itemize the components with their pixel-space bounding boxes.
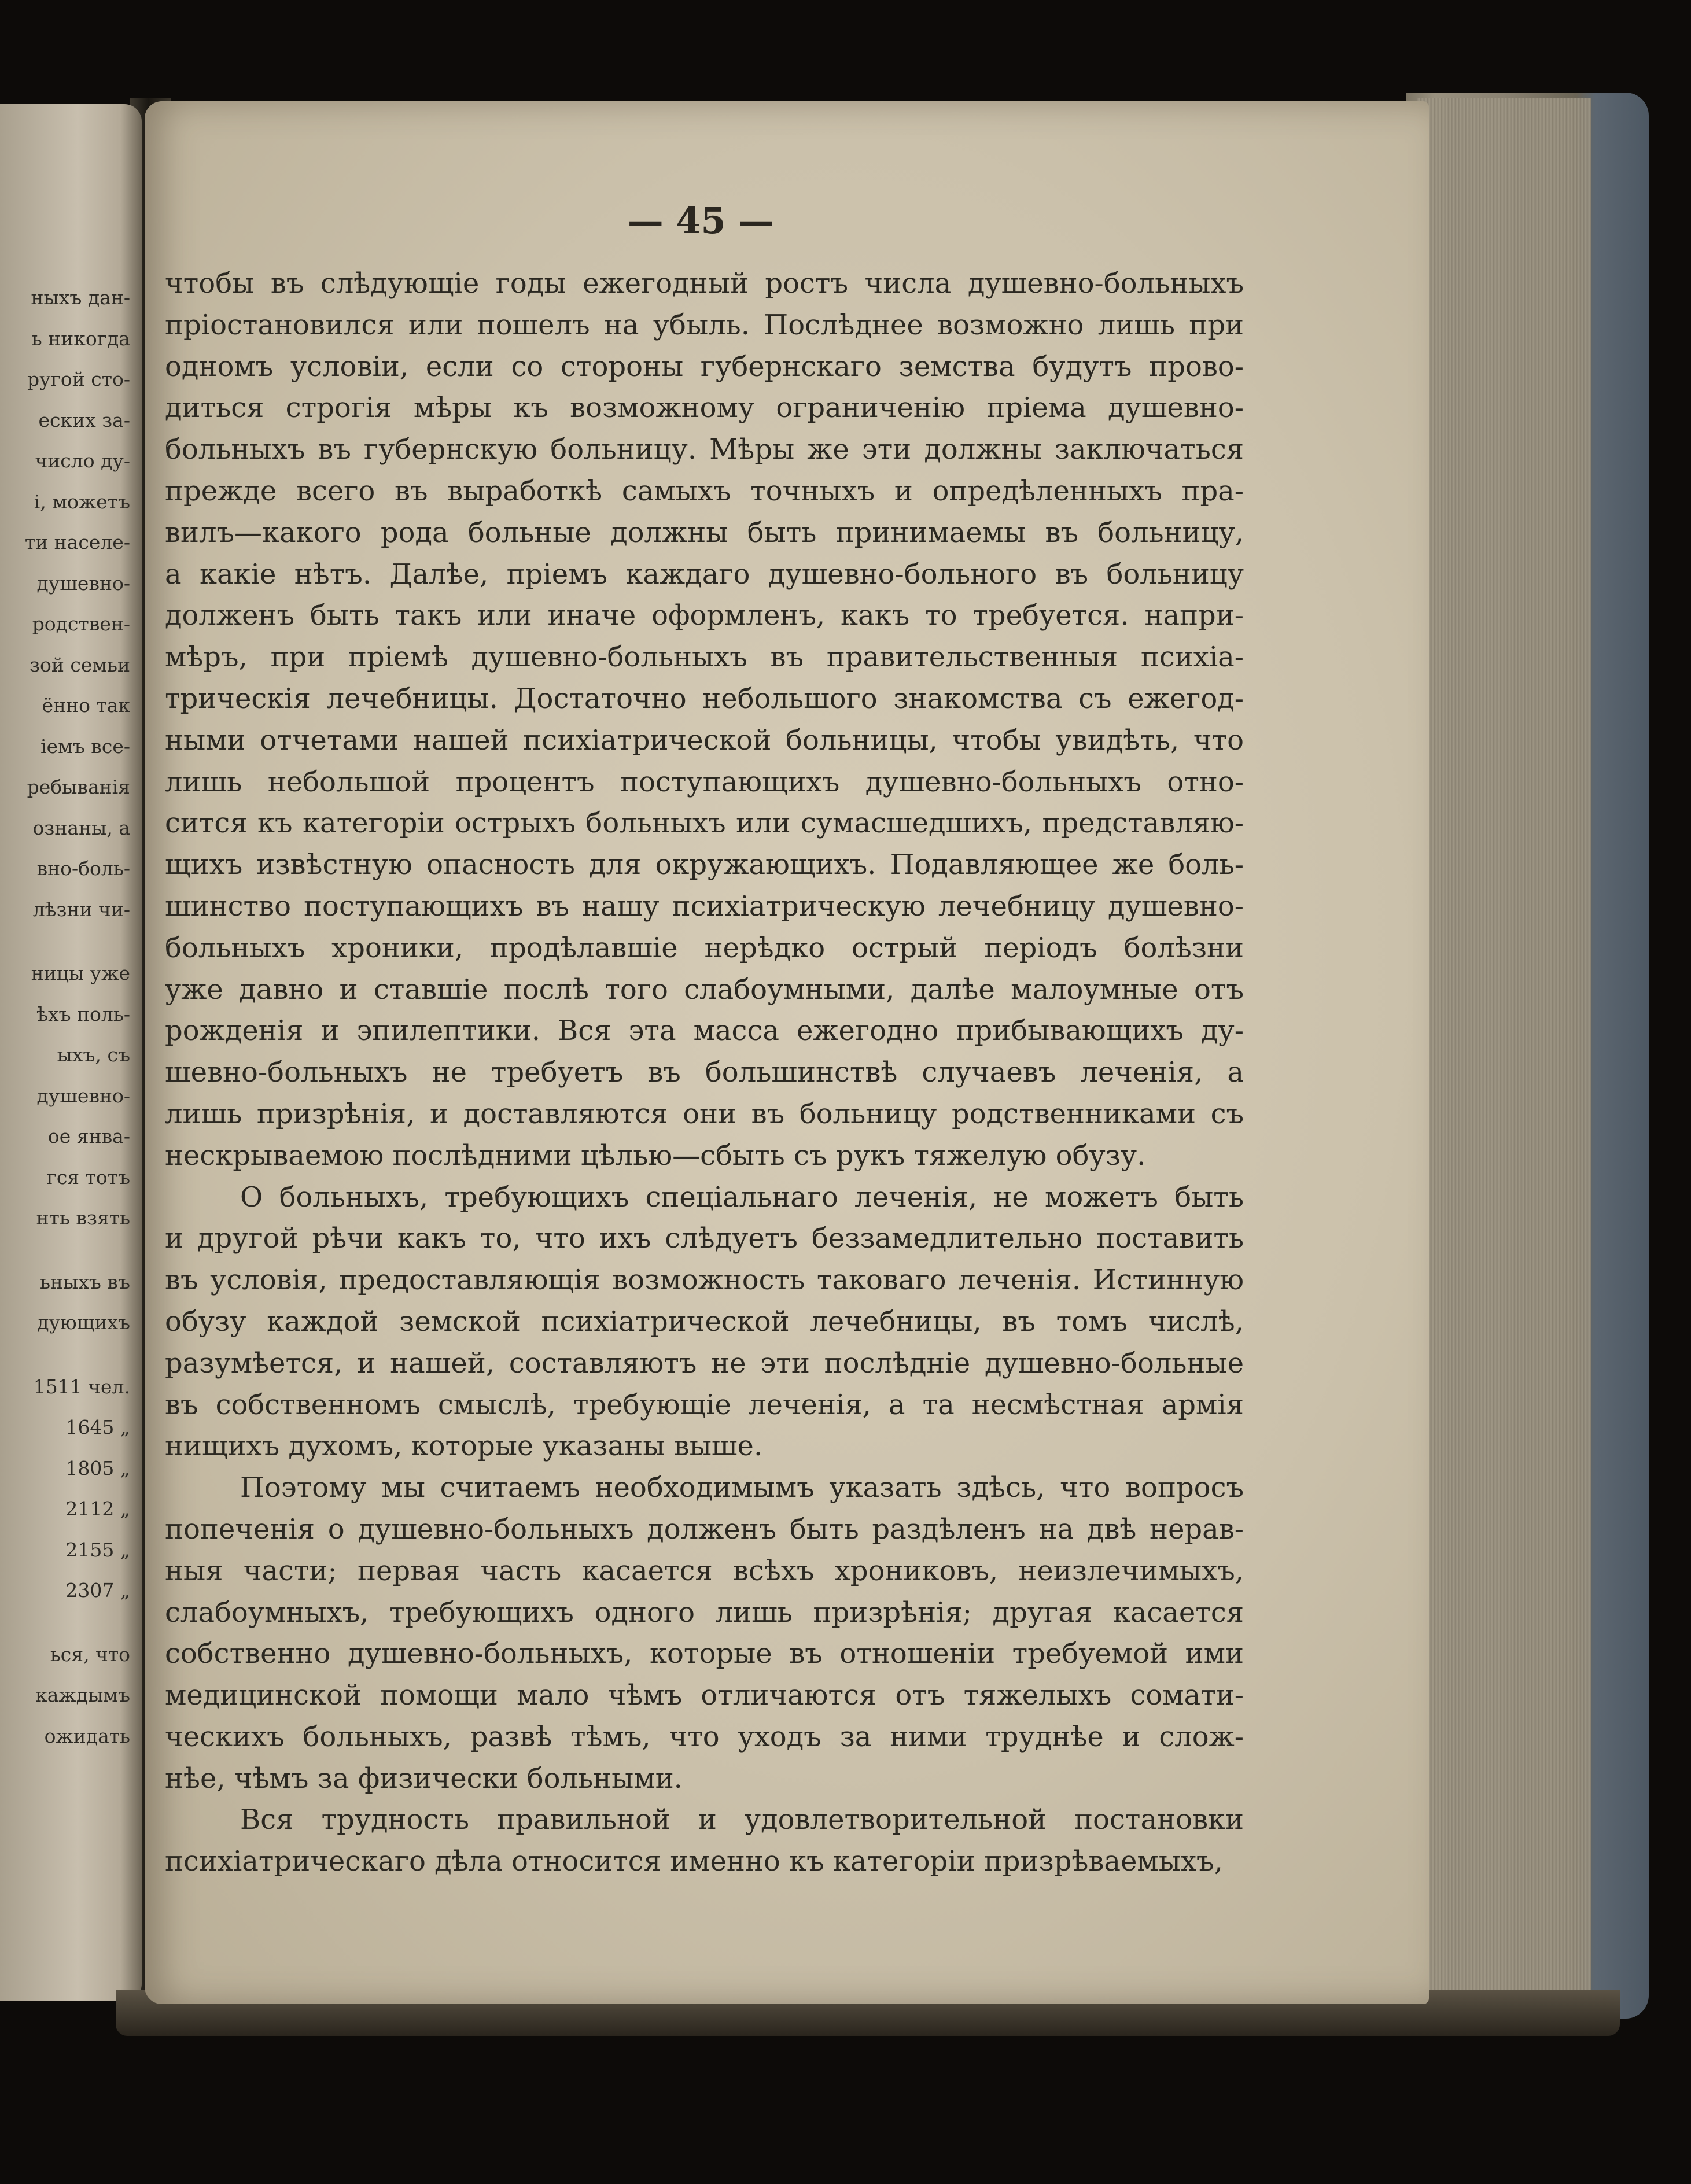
left-page-text [0,278,142,1757]
text-line: нищихъ духомъ, которые указаны выше. [165,1430,763,1463]
left-page-line: вно-боль- [36,857,130,880]
text-line: уже давно и ставшіе послѣ того слабоумными, далѣе малоумные отъ [165,973,1244,1006]
text-line: прежде всего въ выработкѣ самыхъ точныхъ и опредѣленныхъ пра- [165,474,1244,507]
left-page-line: ребыванія [27,776,130,798]
text-line: въ условія, предоставляющія возможность таковаго леченія. Истинную [165,1264,1244,1297]
left-page-line [0,1344,130,1367]
body-text [165,263,1244,1883]
text-line: ныя части; первая часть касается всѣхъ хрониковъ, неизлечимыхъ, [165,1554,1244,1587]
left-page-line: 2155 „ [65,1538,130,1561]
text-line: обузу каждой земской психіатрической лечебницы, въ томъ числѣ, [165,1305,1244,1338]
left-page-line: 1645 „ [65,1416,130,1438]
left-page-line: дующихъ [37,1311,130,1334]
left-facing-page [0,104,142,2001]
text-line: а какіе нѣтъ. Далѣе, пріемъ каждаго душевно-больного въ больницу [165,558,1244,591]
left-page-line: іемъ все- [40,735,130,758]
left-page-line: зой семьи [30,653,130,676]
page-stack-edge [1417,98,1591,2007]
text-line: больныхъ хроники, продѣлавшіе нерѣдко острый періодъ болѣзни [165,931,1244,964]
text-line: О больныхъ, требующихъ спеціальнаго леченія, не можетъ быть [240,1180,1244,1213]
text-line: рожденія и эпилептики. Вся эта масса ежегодно прибывающихъ ду- [165,1014,1244,1047]
left-page-line: ься, что [50,1643,130,1666]
text-line: психіатрическаго дѣла относится именно къ категоріи призрѣваемыхъ, [165,1845,1223,1878]
left-page-line: ыхъ, съ [57,1043,130,1066]
text-line: собственно душевно-больныхъ, которые въ отношеніи требуемой ими [165,1637,1244,1670]
left-page-line: ругой сто- [27,368,130,390]
left-page-line: ое янва- [47,1125,130,1148]
text-line: разумѣется, и нашей, составляютъ не эти послѣдніе душевно-больные [165,1346,1244,1379]
text-line: щихъ извѣстную опасность для окружающихъ. Подавляющее же боль- [165,848,1244,881]
left-page-line: 2307 „ [65,1579,130,1602]
left-page-line: ьныхъ въ [40,1270,130,1293]
paragraph [165,263,1244,1177]
left-page-line: ожидать [44,1724,130,1747]
left-page-line: 1511 чел. [33,1375,130,1398]
text-line: слабоумныхъ, требующихъ одного лишь призрѣнія; другая касается [165,1596,1244,1629]
text-line: нѣе, чѣмъ за физически больными. [165,1762,683,1795]
text-line: Вся трудность правильной и удовлетворительной постановки [240,1803,1244,1836]
paragraph [165,1799,1244,1883]
left-page-line: число ду- [35,449,130,472]
paragraph [165,1467,1244,1799]
text-line: лишь небольшой процентъ поступающихъ душевно-больныхъ отно- [165,765,1244,798]
text-line: чтобы въ слѣдующіе годы ежегодный ростъ числа душевно-больныхъ [165,267,1244,300]
text-line: мѣръ, при пріемѣ душевно-больныхъ въ правительственныя психіа- [165,641,1244,674]
paragraph [165,1177,1244,1468]
left-page-line: душевно- [36,1084,130,1107]
text-line: сится къ категоріи острыхъ больныхъ или сумасшедшихъ, представляю- [165,807,1244,840]
left-page-line: 1805 „ [65,1456,130,1480]
text-line: нескрываемою послѣдними цѣлью—сбыть съ рукъ тяжелую обузу. [165,1139,1146,1172]
left-page-line [0,1239,130,1262]
text-line: долженъ быть такъ или иначе оформленъ, какъ то требуется. напри- [165,599,1244,632]
left-page-line: лѣзни чи- [32,898,130,921]
left-page-line [0,930,130,953]
text-line: больныхъ въ губернскую больницу. Мѣры же эти должны заключаться [165,433,1244,466]
left-page-line: гся тотъ [46,1165,130,1189]
text-line: одномъ условіи, если со стороны губернскаго земства будутъ прово- [165,350,1244,383]
left-page-line: ѣхъ поль- [36,1002,130,1025]
text-line: шинство поступающихъ въ нашу психіатрическую лечебницу душевно- [165,890,1244,923]
text-line: и другой рѣчи какъ то, что ихъ слѣдуетъ беззамедлительно поставить [165,1222,1244,1255]
left-page-line: ныхъ дан- [31,286,130,309]
page-number: — 45 — [627,200,775,242]
left-page-line [0,1611,130,1635]
left-page-line: і, можетъ [34,490,130,513]
left-page-line: ти населе- [24,531,130,554]
left-page-line: еских за- [38,408,130,431]
text-line: трическія лечебницы. Достаточно небольшого знакомства съ ежегод- [165,682,1244,715]
text-line: медицинской помощи мало чѣмъ отличаются отъ тяжелыхъ сомати- [165,1679,1244,1712]
left-page-line: каждымъ [35,1684,130,1706]
text-line: лишь призрѣнія, и доставляются они въ больницу родственниками съ [165,1097,1244,1130]
text-line: въ собственномъ смыслѣ, требующіе леченія, а та несмѣстная армія [165,1388,1244,1421]
left-page-line: ознаны, а [32,816,130,839]
text-line: попеченія о душевно-больныхъ долженъ быть раздѣленъ на двѣ нерав- [165,1512,1244,1545]
left-page-line: нть взять [36,1207,130,1229]
text-line: ческихъ больныхъ, развѣ тѣмъ, что уходъ за ними труднѣе и слож- [165,1720,1244,1753]
text-line: шевно-больныхъ не требуетъ въ большинствѣ случаевъ леченія, а [165,1056,1244,1089]
text-line: пріостановился или пошелъ на убыль. Послѣднее возможно лишь при [165,308,1244,341]
text-line: вилъ—какого рода больные должны быть принимаемы въ больницу, [165,516,1244,549]
left-page-line: ённо так [42,694,130,717]
left-page-line: ь никогда [31,327,130,350]
left-page-line: родствен- [32,613,130,635]
left-page-line: 2112 „ [65,1497,130,1520]
text-line: ными отчетами нашей психіатрической больницы, чтобы увидѣть, что [165,724,1244,757]
text-line: Поэтому мы считаемъ необходимымъ указать здѣсь, что вопросъ [240,1471,1244,1504]
left-page-line: ницы уже [31,962,130,984]
left-page-line: душевно- [36,571,130,595]
text-line: диться строгія мѣры къ возможному ограниченію пріема душевно- [165,392,1244,425]
